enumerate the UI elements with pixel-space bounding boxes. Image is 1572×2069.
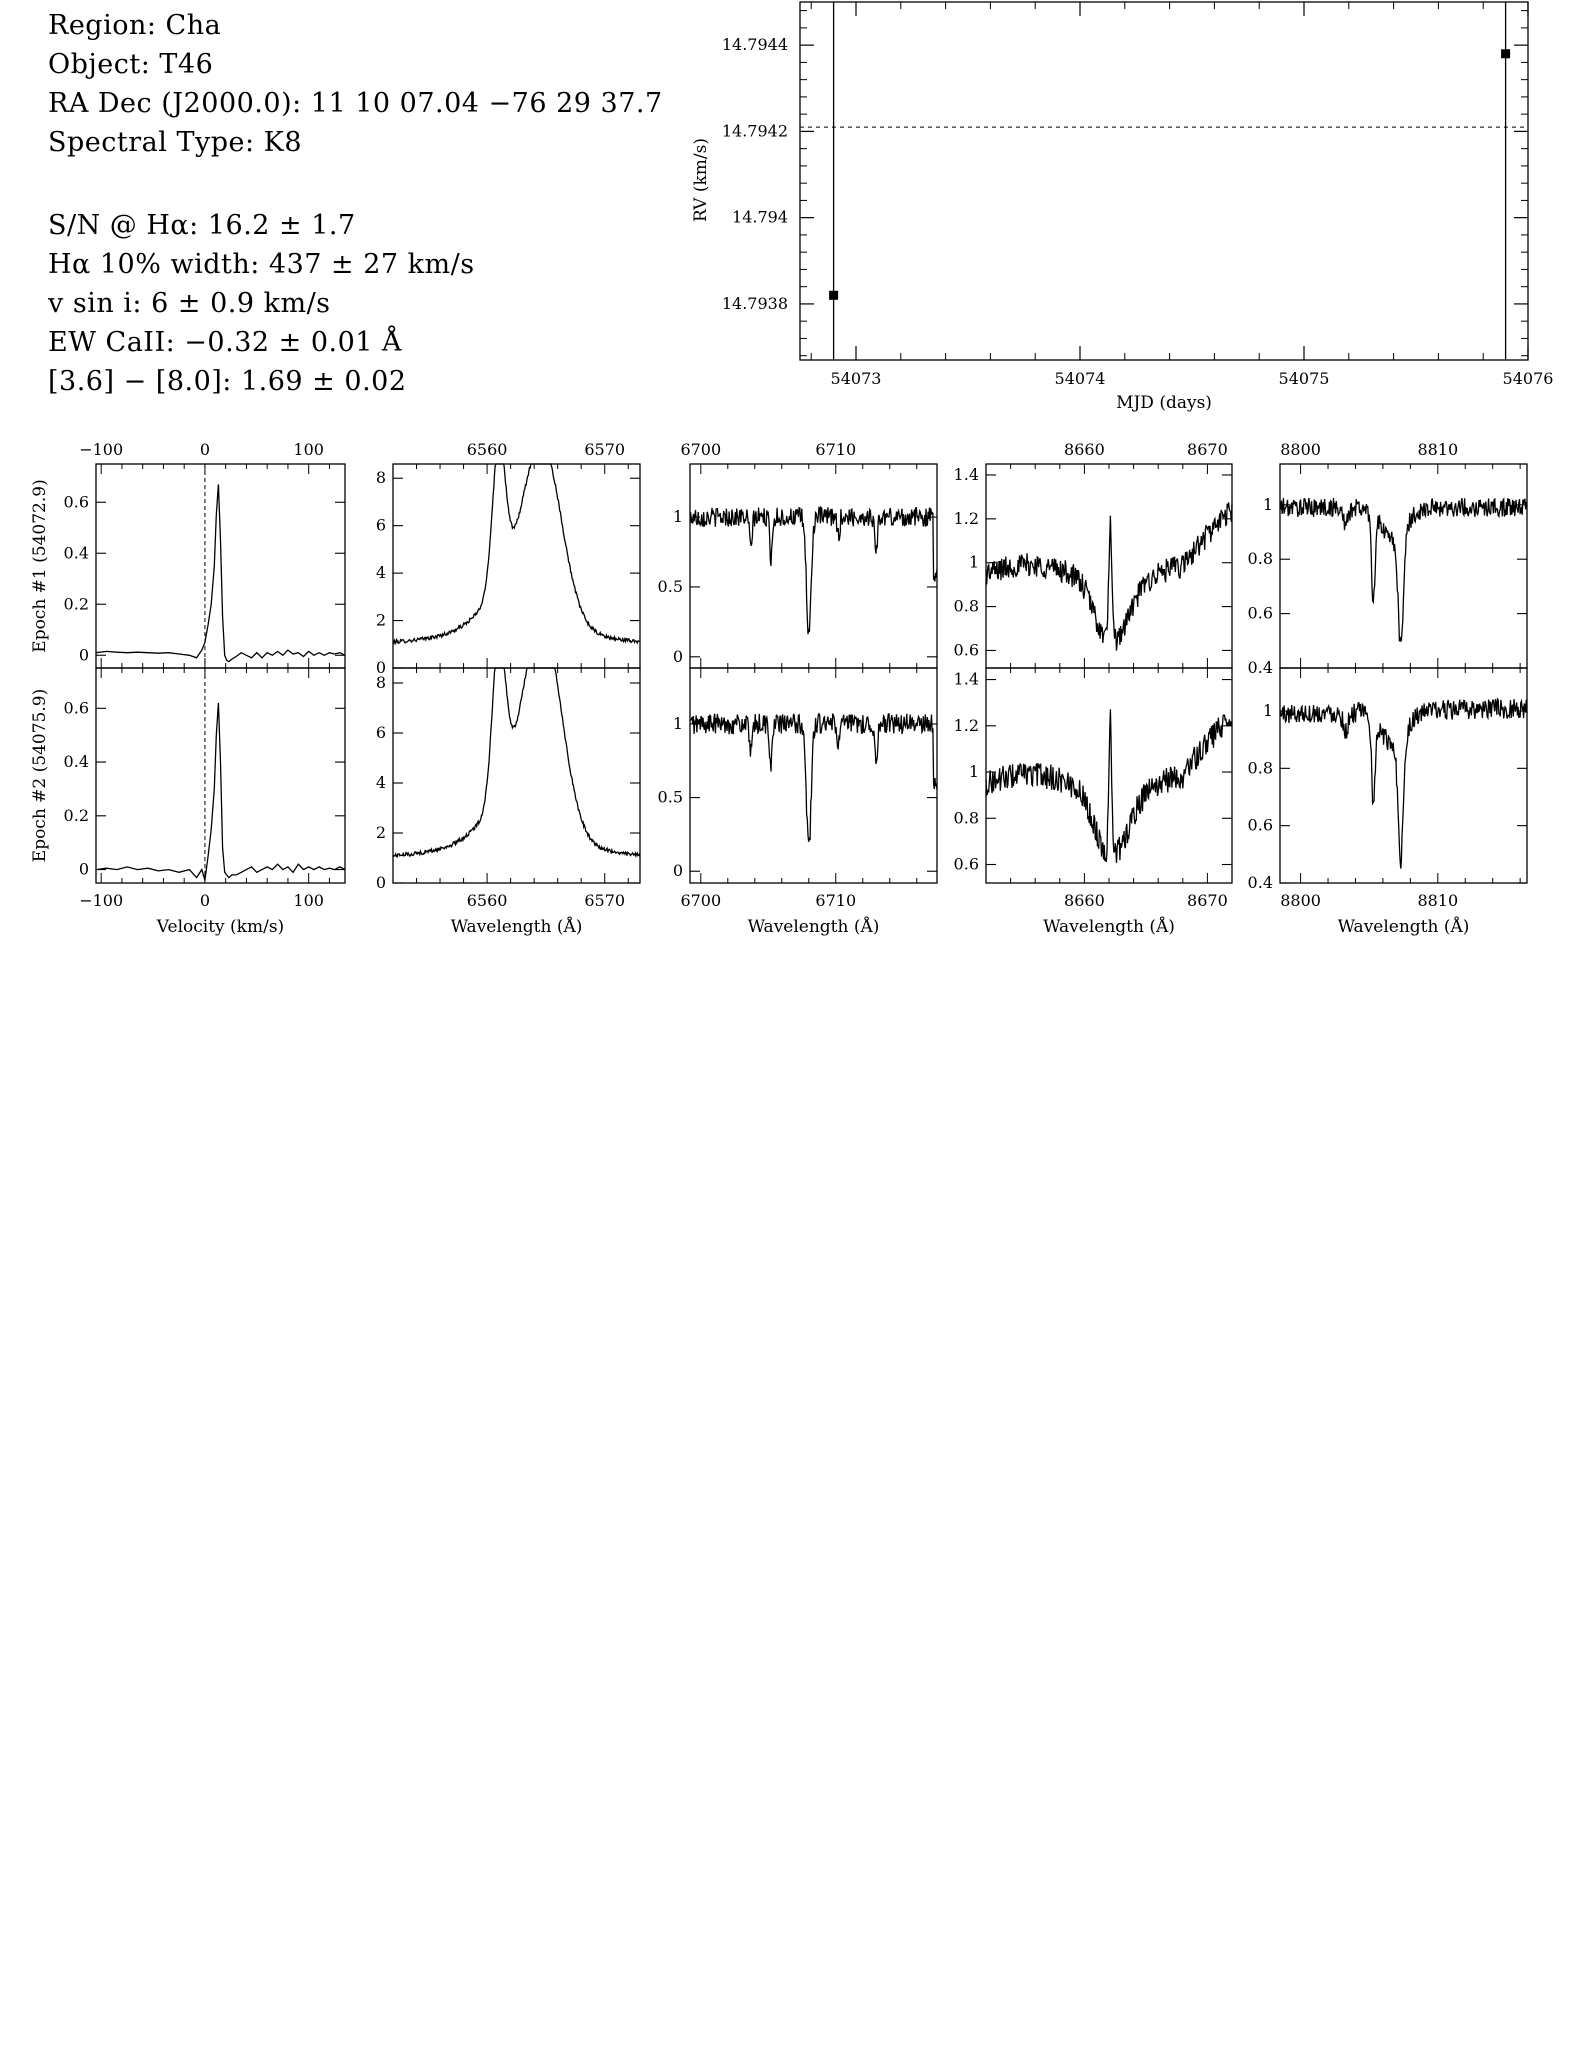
halpha-y-tick-label: 0: [375, 873, 386, 892]
li-panel-frame: [690, 668, 937, 883]
halpha-y-tick-label: 4: [375, 773, 386, 792]
epoch-1-row-label: Epoch #1 (54072.9): [30, 479, 50, 653]
info-vsini: v sin i: 6 ± 0.9 km/s: [48, 288, 331, 319]
vel-bottom-x-tick-label: −100: [79, 891, 124, 910]
halpha-y-tick-label: 6: [375, 515, 386, 535]
rv-data-point: [1501, 49, 1510, 58]
li-spectrum-line-epoch-2: [690, 714, 937, 842]
halpha-y-tick-label: 4: [375, 563, 386, 583]
ca2-panel-frame: [1280, 668, 1527, 883]
halpha-top-x-tick-label: 6570: [584, 440, 626, 459]
li-y-tick-label: 0: [672, 861, 683, 881]
vel-top-x-tick-label: 0: [199, 440, 211, 459]
vel-y-tick-label: 0.6: [63, 492, 89, 512]
info-irac-color: [3.6] − [8.0]: 1.69 ± 0.02: [48, 366, 407, 397]
li-spectrum-line-epoch-1: [690, 507, 937, 634]
ca2-spectrum-line-epoch-1: [1280, 498, 1527, 641]
ca1-y-tick-label: 1: [968, 552, 979, 572]
ca1-y-tick-label: 1.4: [953, 464, 979, 484]
rv-y-tick-label: 14.7942: [721, 121, 788, 141]
li-top-x-tick-label: 6700: [680, 440, 722, 459]
rv-data-point: [829, 291, 838, 300]
vel-y-tick-label: 0.4: [63, 752, 89, 772]
ca1-top-x-tick-label: 8670: [1187, 440, 1228, 459]
li-y-tick-label: 0.5: [657, 787, 683, 807]
ca2-y-tick-label: 0.8: [1247, 549, 1273, 569]
vel-bottom-x-tick-label: 100: [293, 891, 324, 910]
halpha-y-tick-label: 0: [375, 658, 386, 677]
halpha-y-tick-label: 8: [375, 673, 386, 692]
rv-x-tick-label: 54074: [1054, 369, 1106, 388]
vel-y-tick-label: 0.2: [63, 805, 89, 825]
ca1-bottom-x-tick-label: 8660: [1064, 891, 1105, 910]
epoch-2-row-label: Epoch #2 (54075.9): [30, 688, 50, 863]
ca1-y-tick-label: 1.2: [953, 508, 979, 528]
ca2-bottom-x-tick-label: 8800: [1280, 891, 1321, 910]
rv-plot-frame: [800, 2, 1528, 360]
ca2-y-tick-label: 0.6: [1247, 603, 1273, 623]
info-spectral-type: Spectral Type: K8: [48, 127, 303, 158]
ca1-y-tick-label: 0.6: [953, 640, 979, 660]
halpha-spectrum-line-epoch-1: [393, 464, 640, 644]
info-region: Region: Cha: [48, 10, 222, 41]
ca2-x-axis-label: Wavelength (Å): [1337, 917, 1470, 937]
ca2-y-tick-label: 0.4: [1247, 873, 1273, 892]
ca1-y-tick-label: 1.2: [953, 715, 979, 735]
ca1-bottom-x-tick-label: 8670: [1187, 891, 1228, 910]
ca2-spectrum-line-epoch-2: [1280, 699, 1527, 869]
halpha-y-tick-label: 8: [375, 468, 386, 488]
ca1-x-axis-label: Wavelength (Å): [1043, 917, 1175, 937]
ca1-y-tick-label: 0.8: [953, 808, 979, 828]
ca2-y-tick-label: 1: [1262, 701, 1273, 720]
halpha-top-x-tick-label: 6560: [466, 440, 508, 459]
vel-top-x-tick-label: 100: [293, 440, 324, 459]
halpha-bottom-x-tick-label: 6560: [466, 891, 508, 910]
ca1-y-tick-label: 1.4: [953, 669, 979, 689]
info-sn-halpha: S/N @ Hα: 16.2 ± 1.7: [48, 210, 356, 241]
ca2-y-tick-label: 0.6: [1247, 815, 1273, 835]
li-bottom-x-tick-label: 6700: [680, 891, 722, 910]
vel-panel-frame: [96, 464, 345, 668]
ca1-spectrum-line-epoch-1: [986, 503, 1232, 651]
halpha-y-tick-label: 2: [375, 823, 386, 842]
ca1-spectrum-line-epoch-2: [986, 709, 1232, 863]
ca2-top-x-tick-label: 8800: [1280, 440, 1321, 459]
vel-spectrum-line-epoch-1: [96, 484, 345, 661]
rv-y-tick-label: 14.7938: [721, 293, 788, 313]
info-ew-caii: EW CaII: −0.32 ± 0.01 Å: [48, 327, 403, 358]
vel-y-tick-label: 0: [78, 645, 89, 665]
vel-y-tick-label: 0.4: [63, 543, 89, 563]
ca2-panel-frame: [1280, 464, 1527, 668]
halpha-bottom-x-tick-label: 6570: [584, 891, 626, 910]
li-y-tick-label: 1: [672, 713, 683, 733]
ca2-y-tick-label: 0.8: [1247, 758, 1273, 778]
li-y-tick-label: 1: [672, 507, 683, 527]
rv-y-tick-label: 14.794: [732, 207, 788, 227]
info-object: Object: T46: [48, 49, 214, 80]
rv-x-tick-label: 54075: [1278, 369, 1330, 388]
rv-x-tick-label: 54076: [1502, 369, 1554, 388]
rv-y-tick-label: 14.7944: [721, 35, 788, 55]
info-radec: RA Dec (J2000.0): 11 10 07.04 −76 29 37.7: [48, 88, 663, 119]
vel-top-x-tick-label: −100: [79, 440, 124, 459]
info-halpha-width: Hα 10% width: 437 ± 27 km/s: [48, 249, 475, 280]
halpha-y-tick-label: 2: [375, 610, 386, 630]
vel-y-tick-label: 0: [78, 859, 89, 879]
vel-y-tick-label: 0.2: [63, 594, 89, 614]
li-x-axis-label: Wavelength (Å): [747, 917, 880, 937]
rv-x-axis-label: MJD (days): [1116, 393, 1212, 413]
li-bottom-x-tick-label: 6710: [815, 891, 857, 910]
halpha-x-axis-label: Wavelength (Å): [450, 917, 583, 937]
ca1-y-tick-label: 0.8: [953, 596, 979, 616]
ca2-y-tick-label: 0.4: [1247, 658, 1273, 677]
vel-spectrum-line-epoch-2: [96, 703, 345, 880]
li-y-tick-label: 0.5: [657, 576, 683, 596]
vel-y-tick-label: 0.6: [63, 698, 89, 718]
rv-x-tick-label: 54073: [830, 369, 882, 388]
li-panel-frame: [690, 464, 937, 668]
halpha-y-tick-label: 6: [375, 723, 386, 742]
li-y-tick-label: 0: [672, 646, 683, 666]
halpha-spectrum-line-epoch-2: [393, 668, 640, 857]
ca2-top-x-tick-label: 8810: [1417, 440, 1459, 459]
vel-x-axis-label: Velocity (km/s): [156, 917, 285, 937]
ca1-y-tick-label: 1: [968, 762, 979, 782]
ca1-y-tick-label: 0.6: [953, 854, 979, 874]
ca2-y-tick-label: 1: [1262, 494, 1273, 514]
ca2-bottom-x-tick-label: 8810: [1417, 891, 1459, 910]
rv-y-axis-label: RV (km/s): [691, 137, 711, 223]
li-top-x-tick-label: 6710: [815, 440, 857, 459]
ca1-top-x-tick-label: 8660: [1064, 440, 1105, 459]
vel-bottom-x-tick-label: 0: [199, 891, 211, 910]
